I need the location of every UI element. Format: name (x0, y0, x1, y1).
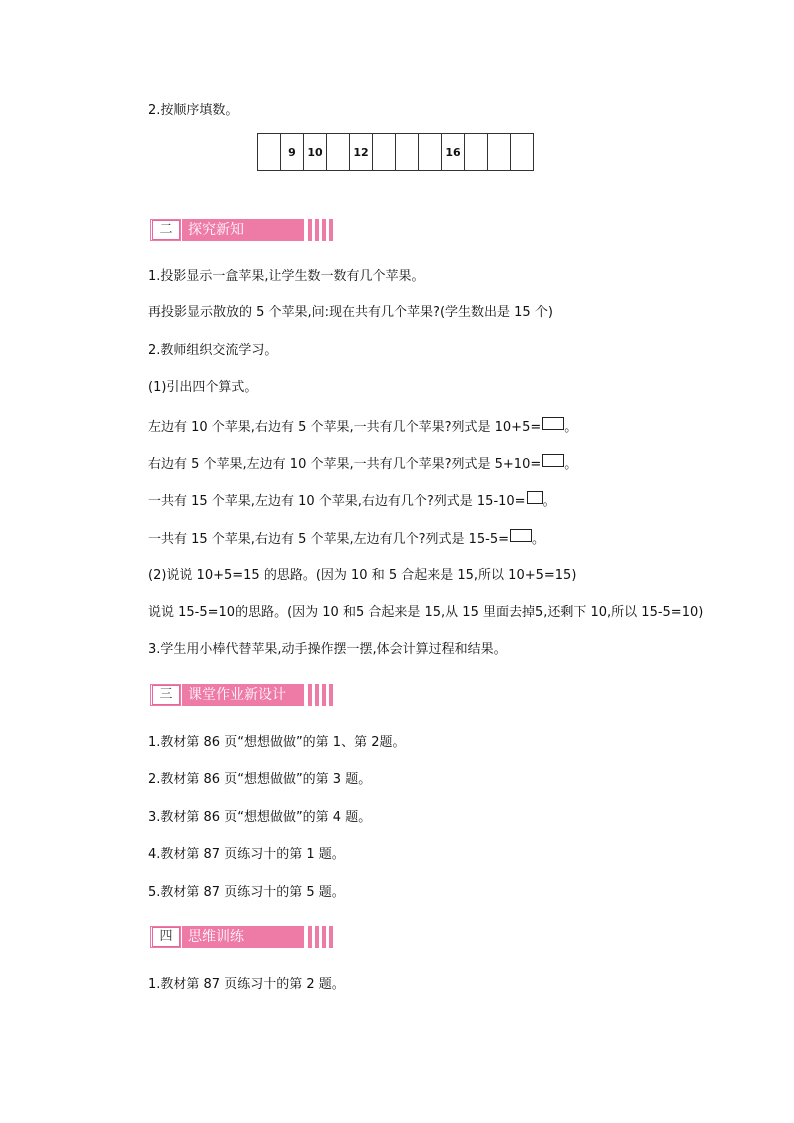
explore-line: (1)引出四个算式。 (148, 380, 258, 395)
section-title: 探究新知 (182, 219, 304, 241)
section-stripe (322, 926, 326, 948)
section-title: 思维训练 (182, 926, 304, 948)
section-number: 二 (152, 220, 180, 240)
equation-text: 右边有 5 个苹果,左边有 10 个苹果,一共有几个苹果?列式是 5+10= (148, 457, 542, 472)
sequence-cell[interactable] (327, 134, 350, 171)
homework-line: 5.教材第 87 页练习十的第 5 题。 (148, 885, 345, 900)
sequence-cell: 10 (304, 134, 327, 171)
section-stripe (315, 926, 319, 948)
sequence-cell[interactable] (465, 134, 488, 171)
sequence-cell: 12 (350, 134, 373, 171)
section-stripe (308, 219, 312, 241)
section-header-thinking (150, 926, 335, 948)
section-stripe (315, 219, 319, 241)
homework-line: 1.教材第 86 页“想想做做”的第 1、第 2题。 (148, 735, 406, 750)
homework-line: 3.教材第 86 页“想想做做”的第 4 题。 (148, 810, 372, 825)
answer-blank[interactable] (542, 454, 564, 467)
equation-text: 左边有 10 个苹果,右边有 5 个苹果,一共有几个苹果?列式是 10+5= (148, 420, 542, 435)
period: 。 (564, 457, 578, 472)
sequence-cell[interactable] (419, 134, 442, 171)
section-header-explore (150, 219, 335, 241)
answer-blank[interactable] (527, 491, 543, 504)
section-stripe (329, 219, 333, 241)
equation-text: 一共有 15 个苹果,右边有 5 个苹果,左边有几个?列式是 15-5= (148, 532, 510, 547)
sequence-cell[interactable] (511, 134, 534, 171)
section-stripe (322, 219, 326, 241)
equation-line-4 (148, 529, 545, 549)
section-stripe (308, 684, 312, 706)
period: 。 (532, 532, 546, 547)
explore-line: 说说 15-5=10的思路。(因为 10 和5 合起来是 15,从 15 里面去掉5,还剩下 10,所以 15-5=10) (148, 605, 704, 620)
homework-line: 4.教材第 87 页练习十的第 1 题。 (148, 847, 345, 862)
period: 。 (564, 420, 578, 435)
sequence-cell[interactable] (373, 134, 396, 171)
homework-line: 2.教材第 86 页“想想做做”的第 3 题。 (148, 772, 372, 787)
equation-line-2 (148, 454, 577, 474)
explore-line: (2)说说 10+5=15 的思路。(因为 10 和 5 合起来是 15,所以 10+5=15) (148, 568, 577, 583)
equation-text: 一共有 15 个苹果,左边有 10 个苹果,右边有几个?列式是 15-10= (148, 494, 526, 509)
sequence-table (257, 133, 534, 171)
explore-line: 2.教师组织交流学习。 (148, 343, 278, 358)
answer-blank[interactable] (510, 529, 532, 542)
fill-sequence-title: 2.按顺序填数。 (148, 103, 239, 118)
sequence-cell[interactable] (258, 134, 281, 171)
section-number: 四 (152, 927, 180, 947)
section-title: 课堂作业新设计 (182, 684, 304, 706)
sequence-cell[interactable] (396, 134, 419, 171)
section-stripe (329, 926, 333, 948)
explore-line: 1.投影显示一盒苹果,让学生数一数有几个苹果。 (148, 269, 425, 284)
sequence-cell: 16 (442, 134, 465, 171)
period: 。 (542, 494, 556, 509)
section-number: 三 (152, 685, 180, 705)
thinking-line: 1.教材第 87 页练习十的第 2 题。 (148, 977, 345, 992)
section-stripe (329, 684, 333, 706)
section-stripe (322, 684, 326, 706)
equation-line-1 (148, 417, 577, 437)
section-header-homework (150, 684, 335, 706)
section-stripe (308, 926, 312, 948)
sequence-cell: 9 (281, 134, 304, 171)
equation-line-3 (148, 491, 556, 511)
explore-line: 再投影显示散放的 5 个苹果,问:现在共有几个苹果?(学生数出是 15 个) (148, 305, 553, 320)
sequence-cell[interactable] (488, 134, 511, 171)
section-stripe (315, 684, 319, 706)
answer-blank[interactable] (542, 417, 564, 430)
explore-line: 3.学生用小棒代替苹果,动手操作摆一摆,体会计算过程和结果。 (148, 642, 507, 657)
